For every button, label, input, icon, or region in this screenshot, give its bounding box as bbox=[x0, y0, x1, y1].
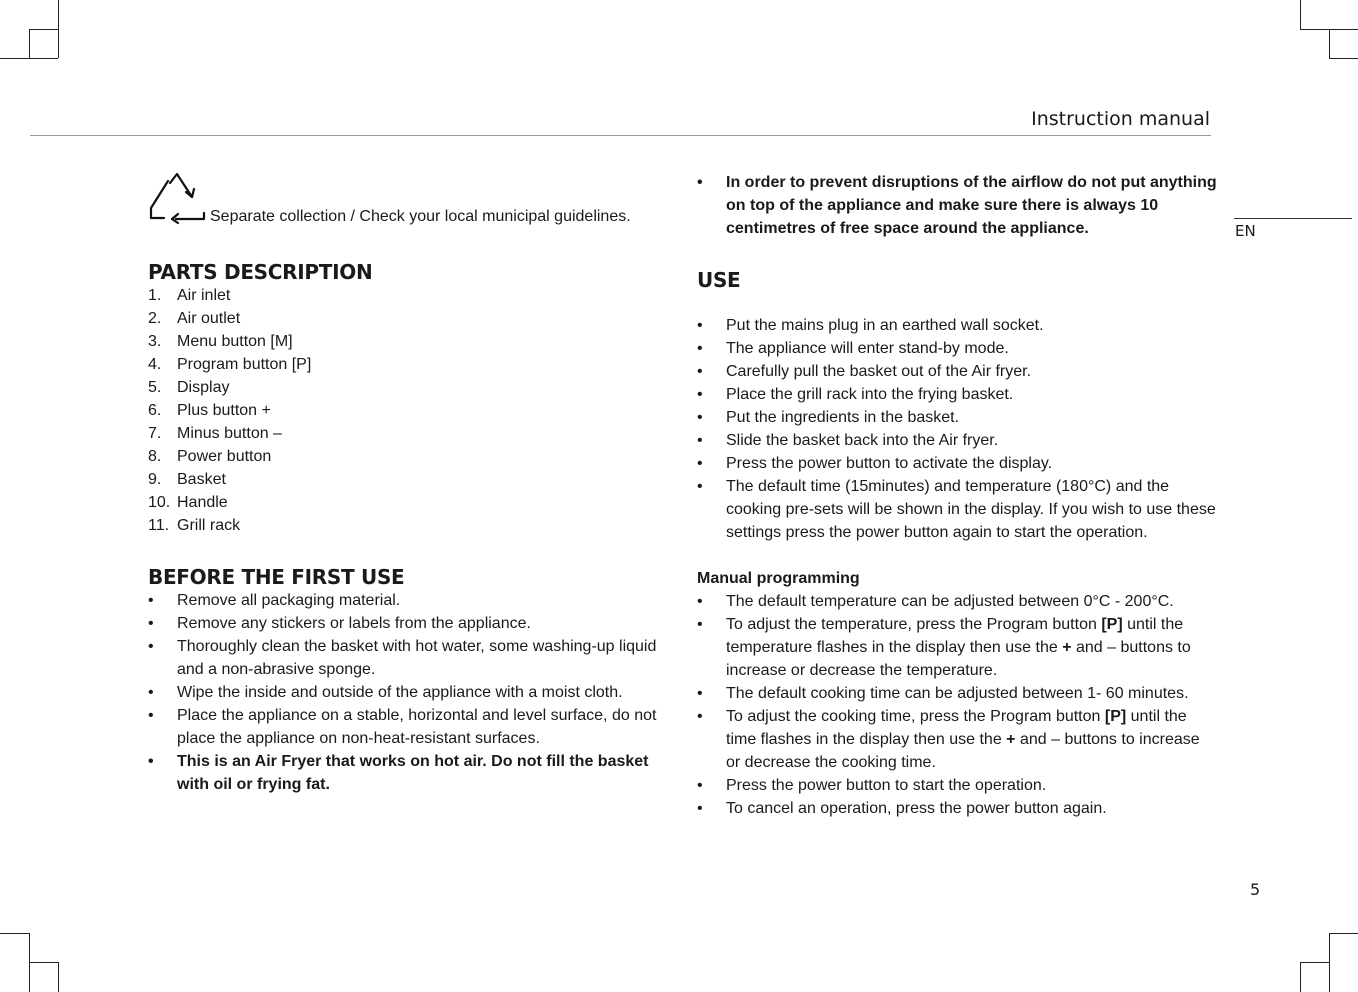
left-column bbox=[148, 168, 658, 796]
crop-mark bbox=[29, 962, 58, 963]
before-first-use-heading: BEFORE THE FIRST USE bbox=[148, 565, 405, 589]
list-item: 10. Handle bbox=[148, 494, 228, 511]
list-item: 3. Menu button [M] bbox=[148, 333, 293, 350]
airflow-list bbox=[697, 171, 1217, 240]
header-divider bbox=[30, 135, 1211, 136]
use-list bbox=[697, 314, 1217, 544]
list-item: • Place the grill rack into the frying basket. bbox=[697, 386, 1014, 403]
list-item: • Remove any stickers or labels from the appliance. bbox=[148, 615, 531, 632]
parts-list bbox=[148, 284, 658, 537]
list-item: 7. Minus button – bbox=[148, 425, 282, 442]
crop-mark bbox=[1300, 962, 1330, 963]
list-item: • Thoroughly clean the basket with hot water, some washing-up liquid and a non-abrasive sponge. bbox=[148, 638, 657, 678]
warning-item: • This is an Air Fryer that works on hot air. Do not fill the basket with oil or frying fat. bbox=[148, 753, 649, 793]
list-item: 8. Power button bbox=[148, 448, 272, 465]
manual-programming-heading: Manual programming bbox=[697, 570, 860, 587]
list-item: • Press the power button to activate the display. bbox=[697, 455, 1053, 472]
crop-mark bbox=[58, 962, 59, 992]
list-item: 4. Program button [P] bbox=[148, 356, 312, 373]
list-item: 2. Air outlet bbox=[148, 310, 241, 327]
right-column bbox=[697, 171, 1217, 820]
crop-mark bbox=[1329, 58, 1358, 59]
list-item: • The appliance will enter stand-by mode. bbox=[697, 340, 1009, 357]
list-item: • The default temperature can be adjusted between 0°C - 200°C. bbox=[697, 593, 1174, 610]
list-item: • To adjust the cooking time, press the Program button [P] until the time flashes in the display then use the + and – buttons to increase or decrease the cooking time. bbox=[697, 708, 1200, 771]
parts-heading: PARTS DESCRIPTION bbox=[148, 260, 373, 284]
crop-mark bbox=[58, 0, 59, 58]
before-first-use-list bbox=[148, 589, 658, 796]
list-item: • Put the mains plug in an earthed wall socket. bbox=[697, 317, 1044, 334]
list-item: • The default cooking time can be adjusted between 1- 60 minutes. bbox=[697, 685, 1189, 702]
crop-mark bbox=[1300, 0, 1301, 29]
recycle-text: Separate collection / Check your local municipal guidelines. bbox=[210, 208, 631, 225]
list-item: 1. Air inlet bbox=[148, 287, 231, 304]
list-item: 6. Plus button + bbox=[148, 402, 271, 419]
list-item: 11. Grill rack bbox=[148, 517, 241, 534]
list-item: • Place the appliance on a stable, horizontal and level surface, do not place the appliance on non-heat-resistant surfaces. bbox=[148, 707, 657, 747]
list-item: • Put the ingredients in the basket. bbox=[697, 409, 960, 426]
language-divider bbox=[1234, 218, 1352, 219]
list-item: • To cancel an operation, press the power button again. bbox=[697, 800, 1107, 817]
use-heading: USE bbox=[697, 268, 741, 292]
list-item: • Wipe the inside and outside of the appliance with a moist cloth. bbox=[148, 684, 623, 701]
document-title: Instruction manual bbox=[1031, 108, 1210, 130]
language-tab: EN bbox=[1235, 222, 1256, 240]
page-number: 5 bbox=[1250, 880, 1261, 899]
airflow-warning: • In order to prevent disruptions of the airflow do not put anything on top of the appliance and make sure there is always 10 centimetres of free space around the appliance. bbox=[697, 174, 1217, 237]
list-item: • Remove all packaging material. bbox=[148, 592, 401, 609]
crop-mark bbox=[29, 29, 58, 30]
list-item: • Press the power button to start the operation. bbox=[697, 777, 1047, 794]
manual-programming-list bbox=[697, 590, 1217, 820]
list-item: • The default time (15minutes) and temperature (180°C) and the cooking pre-sets will be shown in the display. If you wish to use these settings press the power button again to start the operation. bbox=[697, 478, 1216, 541]
crop-mark bbox=[1300, 962, 1301, 992]
list-item: 9. Basket bbox=[148, 471, 226, 488]
recycle-icon bbox=[148, 170, 206, 226]
crop-mark bbox=[0, 58, 58, 59]
crop-mark bbox=[1329, 29, 1330, 59]
crop-mark bbox=[0, 933, 30, 934]
crop-mark bbox=[1329, 933, 1358, 934]
list-item: • Carefully pull the basket out of the Air fryer. bbox=[697, 363, 1032, 380]
list-item: 5. Display bbox=[148, 379, 230, 396]
crop-mark bbox=[1329, 933, 1330, 992]
crop-mark bbox=[29, 29, 30, 58]
list-item: • Slide the basket back into the Air fryer. bbox=[697, 432, 999, 449]
list-item: • To adjust the temperature, press the Program button [P] until the temperature flashes in the display then use the + and – buttons to increase or decrease the temperature. bbox=[697, 616, 1191, 679]
recycle-notice bbox=[148, 168, 658, 226]
